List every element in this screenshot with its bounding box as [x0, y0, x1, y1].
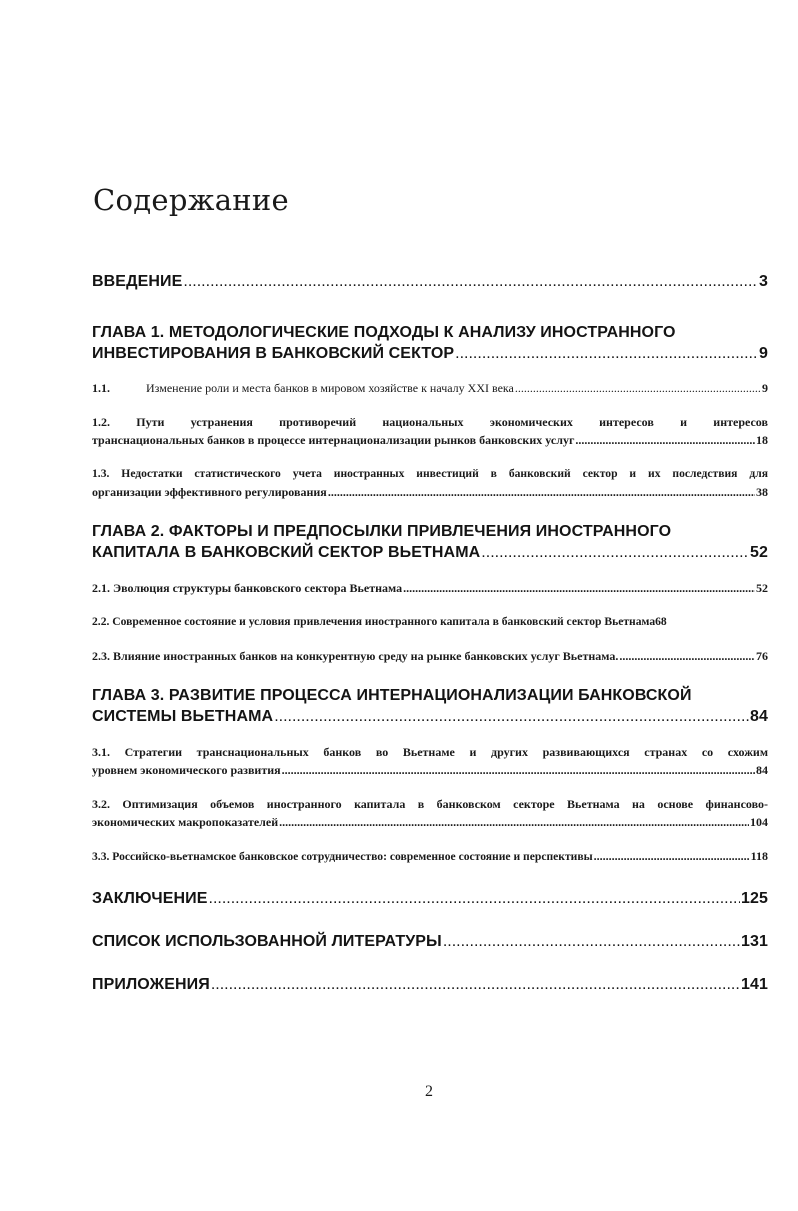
toc-page-number: 84 [750, 708, 768, 725]
toc-entry-conclusion[interactable] [92, 888, 768, 909]
toc-entry-text-line2: ИНВЕСТИРОВАНИЯ В БАНКОВСКИЙ СЕКТОР [92, 345, 455, 362]
leader-dots [619, 647, 755, 665]
toc-entry-text-line1: ГЛАВА 3. РАЗВИТИЕ ПРОЦЕССА ИНТЕРНАЦИОНАЛИЗАЦИИ БАНКОВСКОЙ [92, 687, 692, 704]
toc-entry-chapter-3[interactable] [92, 685, 768, 727]
toc-entry-text: 2.2. Современное состояние и условия привлечения иностранного капитала в банковский сектор Вьетнама68 [92, 615, 667, 628]
toc-entry-intro[interactable] [92, 271, 768, 292]
toc-entry-text-line1: 3.2. Оптимизация объемов иностранного капитала в банковском секторе Вьетнама на основе финансово- [92, 797, 768, 811]
leader-dots [594, 847, 750, 865]
toc-page-number: 38 [756, 485, 768, 499]
toc-entry-chapter-2[interactable] [92, 521, 768, 563]
toc-entry-text: Изменение роли и места банков в мировом хозяйстве к началу XXI века [146, 381, 514, 395]
leader-dots [481, 542, 749, 563]
toc-entry-2-2[interactable] [92, 613, 768, 631]
toc-entry-3-2[interactable] [92, 795, 768, 831]
toc-page-number: 104 [750, 815, 768, 829]
leader-dots [403, 579, 755, 597]
leader-dots [209, 888, 741, 909]
toc-section-number: 1.1. [92, 381, 110, 395]
toc-entry-text-line1: 1.2. Пути устранения противоречий национальных экономических интересов и интересов [92, 415, 768, 429]
table-of-contents [92, 268, 768, 995]
toc-entry-text-line1: 1.3. Недостатки статистического учета иностранных инвестиций в банковский сектор и их последствия для [92, 467, 768, 480]
leader-dots [282, 761, 755, 779]
toc-entry-text: ВВЕДЕНИЕ [92, 273, 183, 290]
leader-dots [575, 431, 755, 449]
toc-page-number: 3 [759, 273, 768, 290]
toc-entry-references[interactable] [92, 931, 768, 952]
toc-page-number: 131 [741, 933, 768, 950]
toc-entry-1-3[interactable] [92, 465, 768, 501]
toc-page-number: 52 [756, 581, 768, 595]
toc-entry-text: СПИСОК ИСПОЛЬЗОВАННОЙ ЛИТЕРАТУРЫ [92, 933, 442, 950]
toc-entry-3-1[interactable] [92, 743, 768, 779]
toc-entry-text: ЗАКЛЮЧЕНИЕ [92, 890, 208, 907]
toc-entry-text-line2: КАПИТАЛА В БАНКОВСКИЙ СЕКТОР ВЬЕТНАМА [92, 544, 481, 561]
leader-dots [443, 931, 740, 952]
toc-entry-text-line1: ГЛАВА 1. МЕТОДОЛОГИЧЕСКИЕ ПОДХОДЫ К АНАЛИЗУ ИНОСТРАННОГО [92, 324, 676, 341]
toc-page-number: 76 [756, 649, 768, 663]
toc-page-number: 141 [741, 976, 768, 993]
page-number: 2 [425, 1083, 433, 1100]
leader-dots [328, 483, 755, 501]
toc-page-number: 18 [756, 433, 768, 447]
toc-entry-chapter-1[interactable] [92, 322, 768, 364]
toc-page-number: 125 [741, 890, 768, 907]
toc-entry-appendix[interactable] [92, 974, 768, 995]
toc-entry-text-line2: СИСТЕМЫ ВЬЕТНАМА [92, 708, 274, 725]
toc-page-number: 52 [750, 544, 768, 561]
leader-dots [211, 974, 740, 995]
leader-dots [183, 271, 758, 292]
toc-entry-text-line2: экономических макропоказателей [92, 815, 279, 829]
toc-entry-text: 3.3. Российско-вьетнамское банковское сотрудничество: современное состояние и перспективы [92, 850, 593, 863]
toc-page-number: 9 [762, 381, 768, 395]
toc-page-number: 118 [750, 849, 768, 863]
toc-page-number: 9 [759, 345, 768, 362]
toc-entry-text: 2.3. Влияние иностранных банков на конкурентную среду на рынке банковских услуг Вьетнама. [92, 649, 619, 663]
toc-entry-1-1[interactable] [92, 379, 768, 397]
toc-entry-2-1[interactable] [92, 579, 768, 597]
toc-entry-text-line1: 3.1. Стратегии транснациональных банков во Вьетнаме и других развивающихся странах со схожим [92, 745, 768, 759]
toc-entry-text-line2: транснациональных банков в процессе интернационализации рынков банковских услуг [92, 433, 575, 447]
toc-entry-3-3[interactable] [92, 847, 768, 866]
toc-entry-2-3[interactable] [92, 647, 768, 665]
toc-title: Содержание [93, 183, 290, 217]
leader-dots [515, 379, 761, 397]
toc-entry-1-2[interactable] [92, 413, 768, 449]
toc-page-number: 84 [756, 763, 768, 777]
toc-entry-text: ПРИЛОЖЕНИЯ [92, 976, 210, 993]
toc-entry-text-line2: уровнем экономического развития [92, 763, 281, 777]
leader-dots [455, 343, 758, 364]
toc-entry-text: 2.1. Эволюция структуры банковского сектора Вьетнама [92, 581, 403, 595]
leader-dots [279, 813, 749, 831]
toc-entry-text-line1: ГЛАВА 2. ФАКТОРЫ И ПРЕДПОСЫЛКИ ПРИВЛЕЧЕНИЯ ИНОСТРАННОГО [92, 523, 672, 540]
leader-dots [274, 706, 749, 727]
toc-entry-text-line2: организации эффективного регулирования [92, 485, 327, 499]
